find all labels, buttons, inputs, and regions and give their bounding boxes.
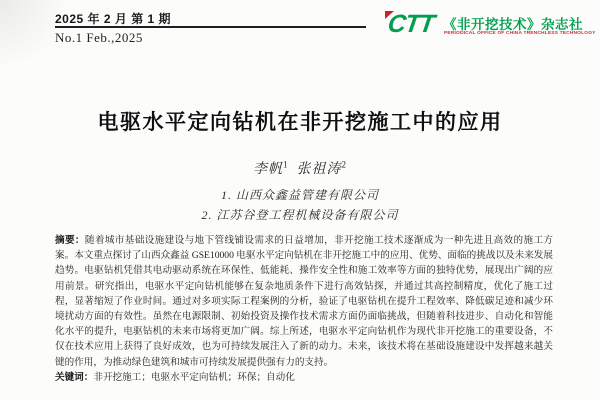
issue-date-cn: 2025 年 2 月 第 1 期 <box>55 12 172 26</box>
abstract-paragraph <box>55 233 553 370</box>
article-title: 电驱水平定向钻机在非开挖施工中的应用 <box>97 110 503 134</box>
author-superscript: 2 <box>341 159 347 170</box>
affiliation-1: 1. 山西众鑫益管建有限公司 <box>220 188 379 202</box>
keywords-line <box>55 370 553 385</box>
ctt-logo <box>386 11 440 39</box>
authors-line <box>0 158 600 178</box>
journal-subtitle: PERIODICAL OFFICE OF CHINA TRENCHLESS TECHNOLOGY <box>444 31 596 36</box>
author-name: 张祖涛 <box>296 162 342 177</box>
abstract-block <box>55 233 553 385</box>
keywords-label: 关键词： <box>55 371 94 383</box>
issue-date-en: No.1 Feb.,2025 <box>55 30 143 45</box>
author-name: 李帆 <box>253 162 283 177</box>
ctt-logo-text: CTT <box>386 10 436 38</box>
abstract-label: 摘要： <box>55 235 85 246</box>
affiliation-2: 2. 江苏谷登工程机械设备有限公司 <box>201 208 399 222</box>
abstract-text: 随着城市基础设施建设与地下管线铺设需求的日益增加，非开挖施工技术逐渐成为一种先进且高效的施工方案。本文重点探讨了山西众鑫益 GSE10000 电驱水平定向钻机在非开挖施工中的应用、优势、面临的挑战以及未来发展趋势。电驱钻机凭借其电动驱动系统在环保性、低能耗、操作安全性和施工效率等方面的独特优势，展现出广阔的应用前景。研究指出，电驱水平定向钻机能够在复杂地质条件下进行高效钻探，并通过其高控制精度，优化了施工过程，显著缩短了作业时间。通过对多项实际工程案例的分析，验证了电驱钻机在提升工程效率、降低碳足迹和减少环境扰动方面的有效性。虽然在电源限制、初始投资及操作技术需求方面仍面临挑战，但随着科技进步、自动化和智能化水平的提升，电驱钻机的未来市场将更加广阔。综上所述，电驱水平定向钻机作为现代非开挖施工的重要设备，不仅在技术应用上获得了良好成效，也为可持续发展注入了新的动力。未来，该技术将在基础设施建设中发挥越来越关键的作用，为推动绿色建筑和城市可持续发展提供强有力的支持。 <box>55 235 554 368</box>
journal-name: 《非开挖技术》杂志社 <box>443 17 583 32</box>
author-superscript: 1 <box>283 159 289 170</box>
keywords-text: 非开挖施工；电驱水平定向钻机；环保；自动化 <box>93 371 295 383</box>
header-divider <box>55 26 366 28</box>
logo-accent-triangle-icon <box>385 11 394 19</box>
